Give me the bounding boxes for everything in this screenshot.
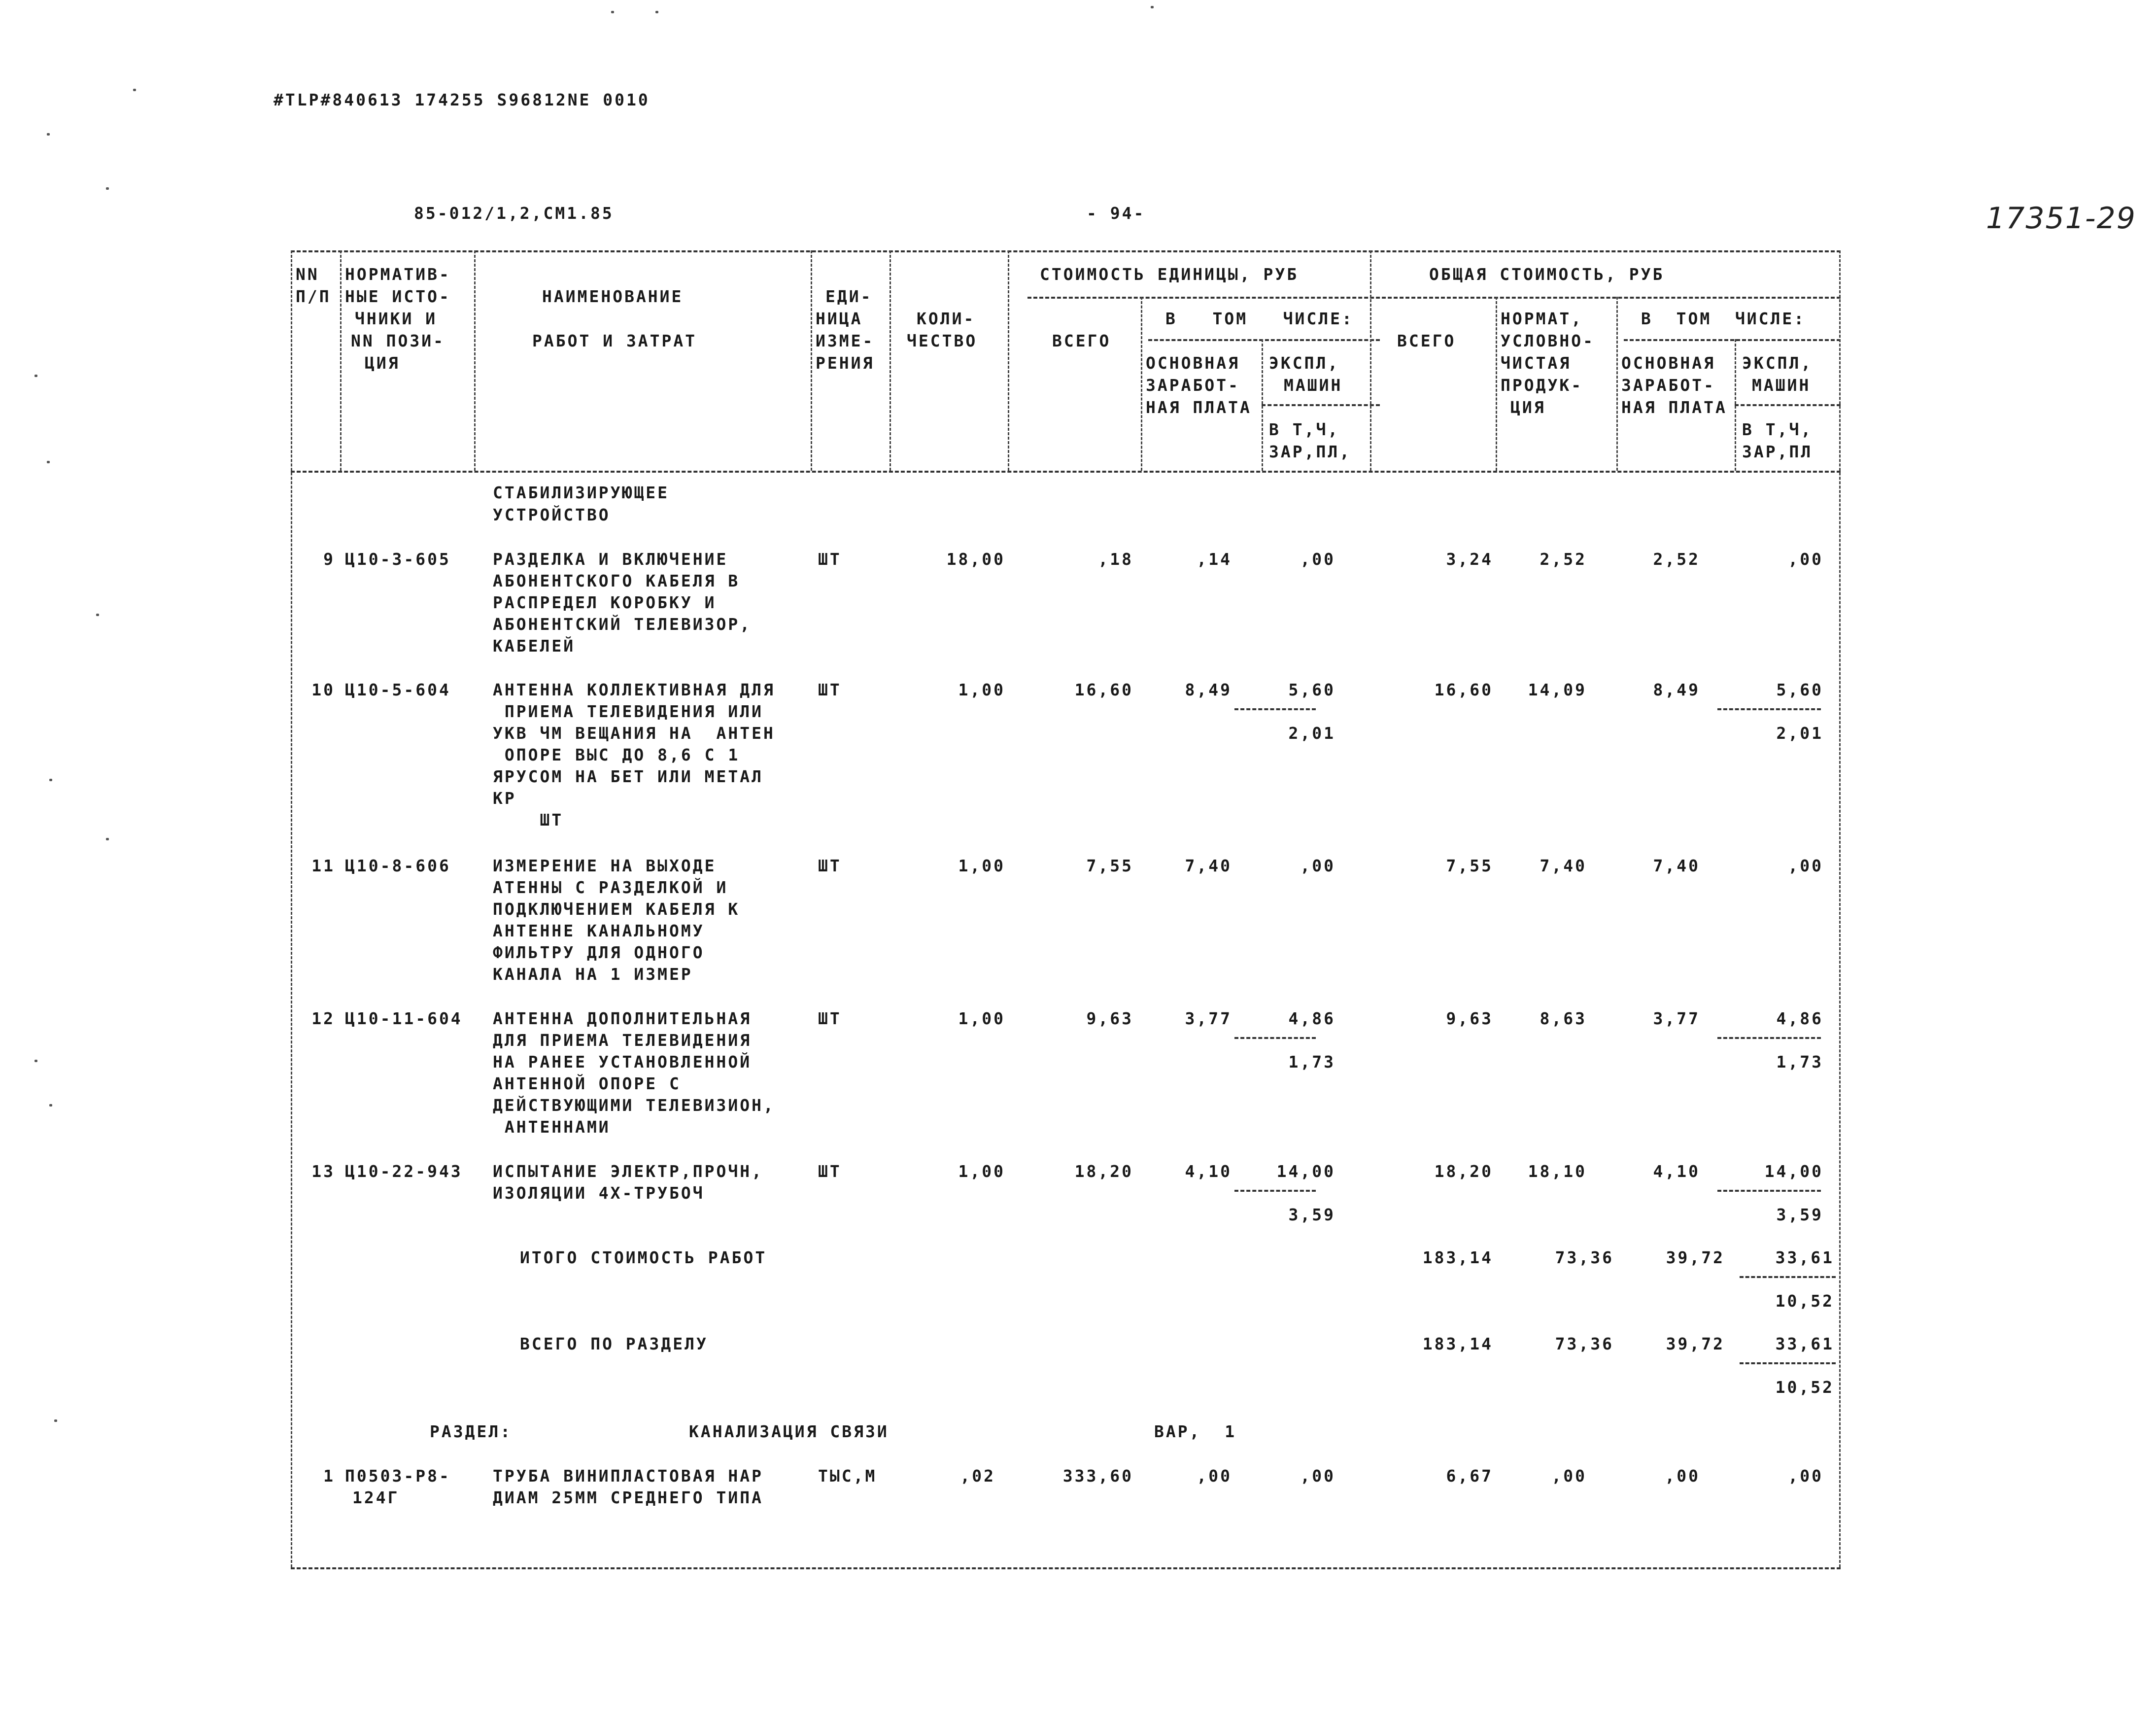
col-sep [1616,297,1618,471]
row-name: АНТЕННОЙ ОПОРЕ С [493,1074,681,1093]
scan-speck [133,89,136,91]
row-unit: ШТ [818,1162,842,1181]
hdr-nn: NN [296,265,319,284]
hdr-osn-zp: ЗАРАБОТ- [1146,376,1240,395]
hdr-total-osn-zp: ЗАРАБОТ- [1621,376,1715,395]
hdr-norm: ЧНИКИ И [355,309,438,328]
col-sep [1008,250,1009,471]
header-divider-2 [1148,339,1380,341]
row-total-wage: ,00 [1665,1466,1700,1486]
hdr-total-osn-zp: НАЯ ПЛАТА [1621,398,1727,417]
header-divider-4 [1262,404,1380,406]
row-name: ПРИЕМА ТЕЛЕВИДЕНИЯ ИЛИ [493,702,763,721]
fraction-line [1234,1190,1316,1192]
row-unit-machine-wage: 1,73 [1288,1052,1335,1072]
row-total: 16,60 [1434,680,1493,699]
fraction-line [1234,1037,1316,1039]
hdr-total-ekspl: МАШИН [1752,376,1811,395]
row-total-normat: 8,63 [1540,1009,1587,1028]
row-total: 9,63 [1446,1009,1493,1028]
row-total-machine: ,00 [1788,550,1823,569]
row-name: НА РАНЕЕ УСТАНОВЛЕННОЙ [493,1052,752,1072]
fraction-line [1740,1362,1836,1364]
scan-speck [96,614,99,616]
header-divider-3 [1624,339,1841,341]
col-sep [811,250,812,471]
row-name: АНТЕННА ДОПОЛНИТЕЛЬНАЯ [493,1009,752,1028]
hdr-name: РАБОТ И ЗАТРАТ [532,331,697,350]
row-name: КАБЕЛЕЙ [493,636,576,656]
row-name: АБОНЕНТСКОГО КАБЕЛЯ В [493,571,740,590]
row-name: АНТЕННАМИ [493,1117,611,1137]
hdr-qty: КОЛИ- [917,309,976,328]
hdr-norm: NN ПОЗИ- [351,331,445,350]
table-top-border [291,250,1841,252]
header-bottom-border [291,471,1841,473]
row-code: П0503-Р8- [345,1466,451,1486]
row-code: 124Г [352,1488,400,1507]
row-unit-total: 18,20 [1074,1162,1133,1181]
col-sep [890,250,891,471]
hdr-osn-zp: НАЯ ПЛАТА [1146,398,1252,417]
row-unit-total: 333,60 [1062,1466,1133,1486]
row-unit-machine: 14,00 [1276,1162,1335,1181]
hdr-total-cost: ОБЩАЯ СТОИМОСТЬ, РУБ [1429,265,1665,284]
row-unit: ШТ [818,1009,842,1028]
row-total-machine-wage: 2,01 [1776,724,1823,743]
scan-speck [34,1060,37,1062]
totals-machine: 33,61 [1775,1334,1834,1353]
row-unit-wage: 7,40 [1185,856,1232,875]
section2-variant: ВАР, 1 [1154,1422,1237,1441]
row-name: ШТ [493,810,564,830]
scan-speck [49,1104,52,1107]
totals-normat: 73,36 [1555,1334,1614,1353]
row-unit-machine-wage: 2,01 [1288,724,1335,743]
hdr-norm: ЦИЯ [365,353,400,373]
page-number: - 94- [1087,204,1146,223]
row-code: Ц10-11-604 [345,1009,463,1028]
row-total-normat: 7,40 [1540,856,1587,875]
row-total: 18,20 [1434,1162,1493,1181]
scan-speck [106,838,109,840]
row-name: КР [493,789,516,808]
hdr-unit: ЕДИ- [825,287,873,306]
fraction-line [1717,1037,1821,1039]
row-unit-wage: 8,49 [1185,680,1232,699]
row-unit-machine: 4,86 [1288,1009,1335,1028]
col-sep [1735,339,1736,471]
row-unit-machine-wage: 3,59 [1288,1205,1335,1224]
scan-speck [49,779,52,781]
handwritten-annotation: 17351-29 [1986,201,2136,236]
row-total: 7,55 [1446,856,1493,875]
row-total-normat: 18,10 [1528,1162,1587,1181]
col-sep [474,250,476,471]
row-unit-total: ,18 [1098,550,1133,569]
row-total: 3,24 [1446,550,1493,569]
row-name: ИЗМЕРЕНИЕ НА ВЫХОДЕ [493,856,717,875]
row-total-normat: ,00 [1551,1466,1587,1486]
row-name: РАСПРЕДЕЛ КОРОБКУ И [493,593,717,612]
scan-speck [34,375,37,377]
hdr-total-v-tom-chisle: В ТОМ ЧИСЛЕ: [1641,309,1806,328]
row-total-wage: 3,77 [1653,1009,1700,1028]
row-unit: ШТ [818,550,842,569]
scan-speck [47,133,50,136]
col-sep [1141,297,1142,471]
hdr-normat: НОРМАТ, [1501,309,1583,328]
scan-speck [655,11,658,13]
col-sep [1370,250,1371,471]
row-unit-wage: ,00 [1197,1466,1232,1486]
row-total-machine: 4,86 [1776,1009,1823,1028]
col-sep [1496,297,1497,471]
hdr-unit: НИЦА [816,309,863,328]
row-num: 13 [311,1162,335,1181]
hdr-unit: ИЗМЕ- [816,331,875,350]
hdr-total-v-t-ch: ЗАР,ПЛ [1742,442,1813,461]
hdr-unit: РЕНИЯ [816,353,875,373]
row-unit-wage: ,14 [1197,550,1232,569]
row-qty: 1,00 [958,1162,1005,1181]
scan-speck [611,11,614,13]
hdr-v-t-ch: ЗАР,ПЛ, [1269,442,1352,461]
table-bottom-border [291,1567,1841,1569]
totals-machine: 33,61 [1775,1248,1834,1267]
table-left-border [291,250,292,1567]
row-qty: ,02 [960,1466,995,1486]
row-qty: 1,00 [958,1009,1005,1028]
totals-normat: 73,36 [1555,1248,1614,1267]
totals-total: 183,14 [1422,1248,1493,1267]
row-name: ДЛЯ ПРИЕМА ТЕЛЕВИДЕНИЯ [493,1031,752,1050]
section-title: УСТРОЙСТВО [493,505,611,524]
totals-machine-wage: 10,52 [1775,1378,1834,1397]
header-divider-1 [1027,297,1841,299]
row-total-machine-wage: 1,73 [1776,1052,1823,1072]
row-code: Ц10-22-943 [345,1162,463,1181]
totals-wage: 39,72 [1666,1334,1725,1353]
fraction-line [1740,1276,1836,1278]
row-name: ЯРУСОМ НА БЕТ ИЛИ МЕТАЛ [493,767,763,786]
row-name: ИСПЫТАНИЕ ЭЛЕКТР,ПРОЧН, [493,1162,763,1181]
row-unit-wage: 4,10 [1185,1162,1232,1181]
row-unit: ШТ [818,680,842,699]
row-name: АНТЕННА КОЛЛЕКТИВНАЯ ДЛЯ [493,680,775,699]
row-name: УКВ ЧМ ВЕЩАНИЯ НА АНТЕН [493,724,775,743]
row-unit-total: 7,55 [1086,856,1133,875]
totals-wage: 39,72 [1666,1248,1725,1267]
row-qty: 1,00 [958,856,1005,875]
hdr-unit-v-tom-chisle: В ТОМ ЧИСЛЕ: [1165,309,1354,328]
fraction-line [1717,1190,1821,1192]
col-sep [1262,339,1263,471]
row-total-wage: 8,49 [1653,680,1700,699]
hdr-total-ekspl: ЭКСПЛ, [1742,353,1813,373]
row-total-normat: 2,52 [1540,550,1587,569]
row-total-wage: 4,10 [1653,1162,1700,1181]
section-title: СТАБИЛИЗИРУЮЩЕЕ [493,483,670,502]
row-total: 6,67 [1446,1466,1493,1486]
hdr-normat: УСЛОВНО- [1501,331,1595,350]
hdr-ekspl: МАШИН [1284,376,1343,395]
row-name: РАЗДЕЛКА И ВКЛЮЧЕНИЕ [493,550,728,569]
row-name: АБОНЕНТСКИЙ ТЕЛЕВИЗОР, [493,615,752,634]
row-total-wage: 2,52 [1653,550,1700,569]
hdr-osn-zp: ОСНОВНАЯ [1146,353,1240,373]
hdr-total-osn-zp: ОСНОВНАЯ [1621,353,1715,373]
row-name: ДЕЙСТВУЮЩИМИ ТЕЛЕВИЗИОН, [493,1096,775,1115]
row-num: 10 [311,680,335,699]
col-sep [340,250,342,471]
row-qty: 18,00 [946,550,1005,569]
row-code: Ц10-5-604 [345,680,451,699]
row-total-machine: ,00 [1788,856,1823,875]
row-name: КАНАЛА НА 1 ИЗМЕР [493,965,693,984]
hdr-unit-cost: СТОИМОСТЬ ЕДИНИЦЫ, РУБ [1040,265,1299,284]
fraction-line [1717,708,1821,710]
row-name: ОПОРЕ ВЫС ДО 8,6 С 1 [493,745,740,764]
table-right-border [1839,250,1841,1567]
scan-speck [54,1419,57,1422]
totals-total: 183,14 [1422,1334,1493,1353]
hdr-v-t-ch: В Т,Ч, [1269,420,1340,439]
row-unit: ШТ [818,856,842,875]
row-name: ФИЛЬТРУ ДЛЯ ОДНОГО [493,943,705,962]
hdr-nn: П/П [296,287,331,306]
document-code: #TLP#840613 174255 S96812NE 0010 [274,90,650,109]
totals-label: ВСЕГО ПО РАЗДЕЛУ [520,1334,708,1353]
row-total-machine: ,00 [1788,1466,1823,1486]
row-unit: ТЫС,М [818,1466,877,1486]
totals-label: ИТОГО СТОИМОСТЬ РАБОТ [520,1248,767,1267]
row-name: ИЗОЛЯЦИИ 4Х-ТРУБОЧ [493,1183,705,1203]
row-unit-machine: ,00 [1300,550,1335,569]
row-name: ПОДКЛЮЧЕНИЕМ КАБЕЛЯ К [493,899,740,919]
row-num: 9 [323,550,335,569]
hdr-norm: НОРМАТИВ- [345,265,451,284]
scan-speck [1151,6,1154,8]
hdr-normat: ПРОДУК- [1501,376,1583,395]
row-unit-total: 9,63 [1086,1009,1133,1028]
row-total-machine: 5,60 [1776,680,1823,699]
row-num: 11 [311,856,335,875]
section2-label: РАЗДЕЛ: [430,1422,513,1441]
hdr-normat: ЧИСТАЯ [1501,353,1572,373]
row-name: АТЕННЫ С РАЗДЕЛКОЙ И [493,878,728,897]
section2-name: КАНАЛИЗАЦИЯ СВЯЗИ [689,1422,889,1441]
hdr-total-v-t-ch: В Т,Ч, [1742,420,1813,439]
hdr-total-vsego: ВСЕГО [1397,331,1456,350]
hdr-qty: ЧЕСТВО [907,331,978,350]
hdr-name: НАИМЕНОВАНИЕ [542,287,684,306]
row-total-machine: 14,00 [1764,1162,1823,1181]
row-total-normat: 14,09 [1528,680,1587,699]
row-name: ТРУБА ВИНИПЛАСТОВАЯ НАР [493,1466,763,1486]
hdr-norm: НЫЕ ИСТО- [345,287,451,306]
row-unit-machine: 5,60 [1288,680,1335,699]
document-subtitle: 85-012/1,2,CM1.85 [414,204,614,223]
row-unit-machine: ,00 [1300,1466,1335,1486]
fraction-line [1234,708,1316,710]
hdr-normat: ЦИЯ [1510,398,1546,417]
row-num: 1 [323,1466,335,1486]
totals-machine-wage: 10,52 [1775,1291,1834,1311]
row-name: АНТЕННЕ КАНАЛЬНОМУ [493,921,705,940]
scan-speck [47,461,50,463]
row-total-wage: 7,40 [1653,856,1700,875]
row-code: Ц10-3-605 [345,550,451,569]
row-total-machine-wage: 3,59 [1776,1205,1823,1224]
scan-speck [106,187,109,190]
row-code: Ц10-8-606 [345,856,451,875]
row-num: 12 [311,1009,335,1028]
hdr-unit-vsego: ВСЕГО [1052,331,1111,350]
hdr-ekspl: ЭКСПЛ, [1269,353,1340,373]
row-unit-total: 16,60 [1074,680,1133,699]
row-qty: 1,00 [958,680,1005,699]
header-divider-5 [1735,404,1841,406]
row-unit-machine: ,00 [1300,856,1335,875]
row-unit-wage: 3,77 [1185,1009,1232,1028]
row-name: ДИАМ 25ММ СРЕДНЕГО ТИПА [493,1488,763,1507]
